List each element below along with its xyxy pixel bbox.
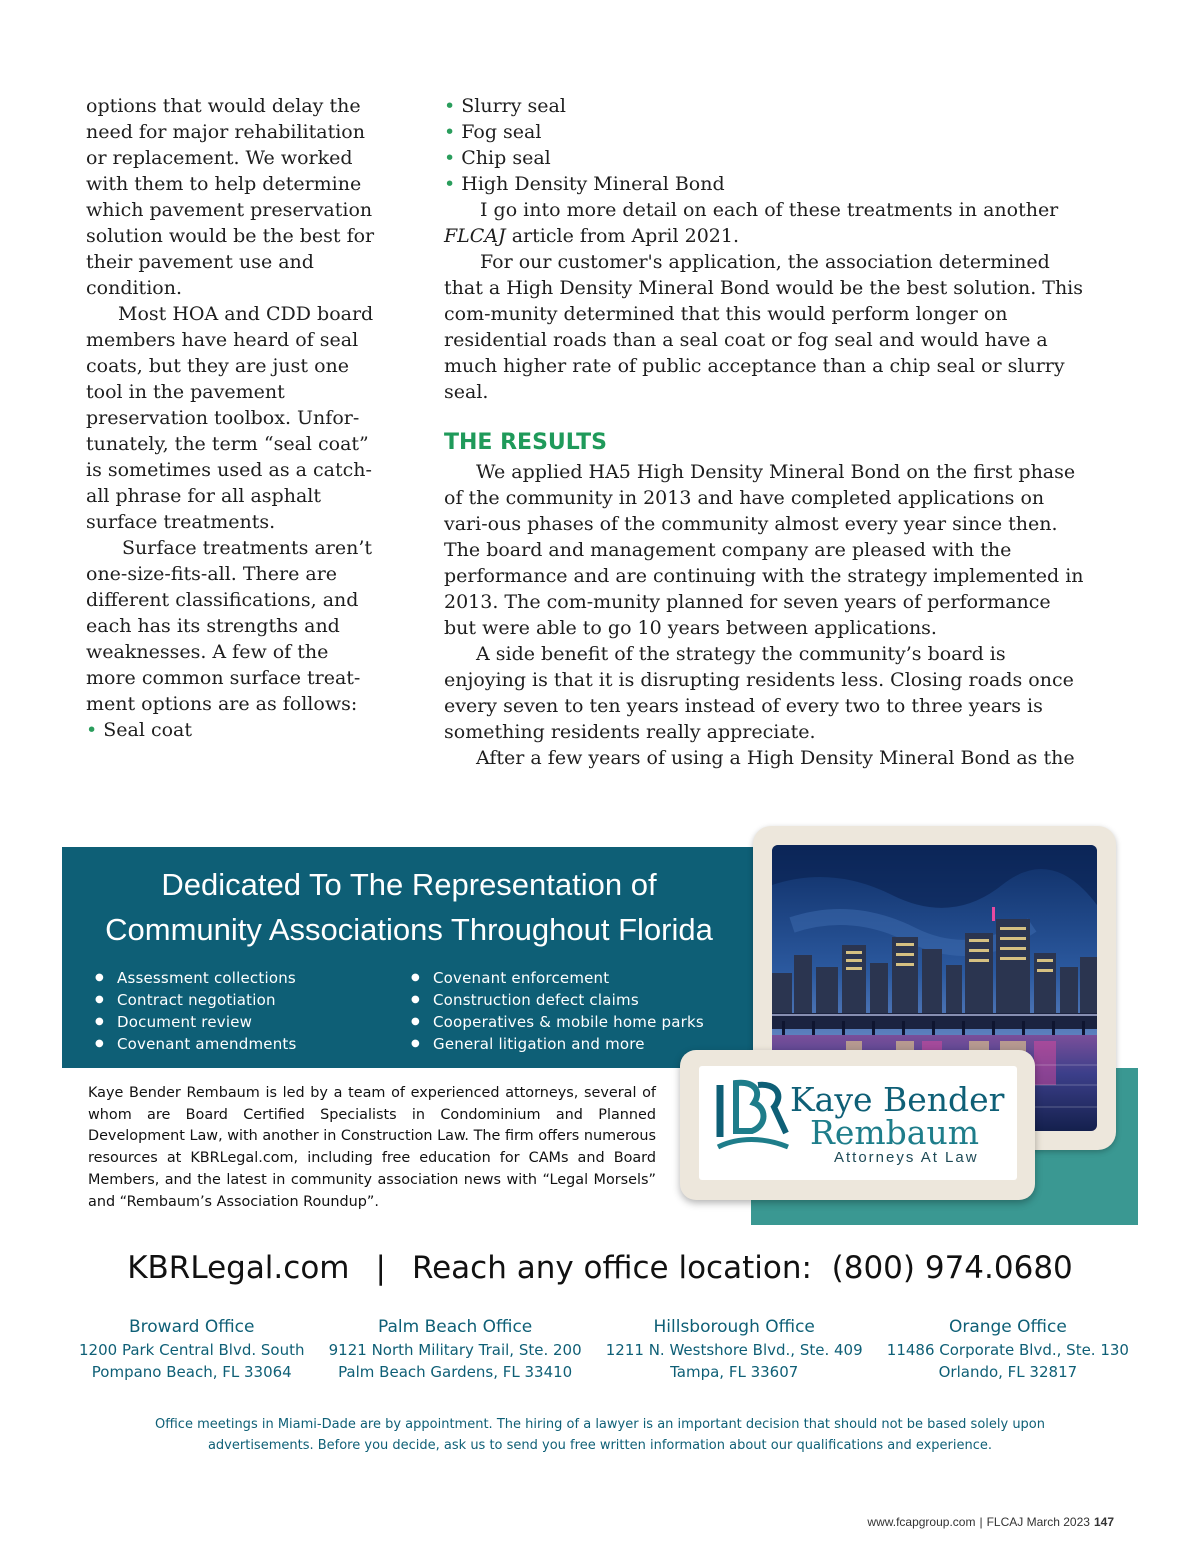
paragraph: I go into more detail on each of these treatments in another FLCAJ article from April 2021. bbox=[444, 199, 1059, 247]
ad-body-text: Kaye Bender Rembaum is led by a team of experienced attorneys, several of whom are Board Certified Specialists in Condominium and Planned Development Law, with another in Construction Law. The firm offers numerous resources at KBRLegal.com, including free education for CAMs and Board Members, and the latest in community association news with “Legal Morsels” and “Rembaum’s Association Roundup”. bbox=[88, 1085, 656, 1210]
list-item bbox=[444, 171, 1084, 197]
office-address: 1200 Park Central Blvd. South bbox=[79, 1341, 305, 1359]
paragraph: For our customer's application, the association determined that a High Density Mineral Bond would be the best solution. This com-munity determined that this would perform longer on residential roads than a seal coat or fog seal and would have a much higher rate of public acceptance than a chip seal or slurry seal. bbox=[444, 251, 1084, 403]
kbr-monogram-icon bbox=[714, 1077, 792, 1161]
office-address: 11486 Corporate Blvd., Ste. 130 bbox=[886, 1341, 1129, 1359]
ad-disclaimer: Office meetings in Miami-Dade are by appointment. The hiring of a lawyer is an important decision that should not be based solely upon advertisements. Before you decide, ask us to send you free written information about our qualifications and experience. bbox=[155, 1417, 1045, 1453]
list-item-text: Slurry seal bbox=[461, 95, 566, 117]
list-item-text: Seal coat bbox=[103, 719, 193, 741]
service-item: ● Construction defect claims bbox=[411, 989, 704, 1011]
footer-issue: FLCAJ March 2023 bbox=[986, 1515, 1090, 1529]
office-orange bbox=[887, 1315, 1129, 1383]
phone-number[interactable]: (800) 974.0680 bbox=[831, 1250, 1073, 1286]
logo-name-line2: Rembaum bbox=[810, 1113, 980, 1152]
bullet-list bbox=[444, 93, 1084, 197]
paragraph: options that would delay the need for major rehabilitation or replacement. We worked with them to help determine which pavement preservation solution would be the best for their pavement use and condition. bbox=[86, 95, 375, 299]
office-broward bbox=[79, 1315, 305, 1383]
list-item-text: High Density Mineral Bond bbox=[461, 173, 725, 195]
bullet-icon: • bbox=[444, 173, 456, 195]
services-list-left bbox=[95, 967, 297, 1055]
office-city: Orlando, FL 32817 bbox=[938, 1363, 1078, 1381]
office-address: 1211 N. Westshore Blvd., Ste. 409 bbox=[605, 1341, 863, 1359]
service-item: ● Assessment collections bbox=[95, 967, 297, 989]
logo-name-line1: Kaye Bender bbox=[790, 1080, 1005, 1119]
office-name: Orange Office bbox=[948, 1317, 1067, 1337]
list-item-text: Chip seal bbox=[461, 147, 551, 169]
footer-separator: | bbox=[979, 1515, 983, 1529]
service-item: ● Covenant amendments bbox=[95, 1033, 297, 1055]
list-item bbox=[444, 119, 1084, 145]
office-name: Palm Beach Office bbox=[377, 1317, 533, 1337]
paragraph: Most HOA and CDD board members have heard of seal coats, but they are just one tool in the pavement preservation toolbox. Unfor-tunately, the term “seal coat” is sometimes used as a catch-all phrase for all asphalt surface treatments. bbox=[86, 303, 374, 533]
paragraph: A side benefit of the strategy the community’s board is enjoying is that it is disrupting residents less. Closing roads once every seven to ten years instead of every two to three years is something residents really appreciate. bbox=[444, 643, 1074, 743]
paragraph: We applied HA5 High Density Mineral Bond on the first phase of the community in 2013 and have completed applications on vari-ous phases of the community almost every year since then. The board and management company are pleased with the performance and are continuing with the strategy implemented in 2013. The com-munity planned for seven years of performance but were able to go 10 years between applications. bbox=[444, 461, 1084, 639]
office-hillsborough bbox=[606, 1315, 863, 1383]
phone-label: Reach any office location: bbox=[411, 1250, 812, 1286]
list-item bbox=[444, 93, 1084, 119]
section-heading: THE RESULTS bbox=[444, 430, 608, 455]
service-item: ● Document review bbox=[95, 1011, 297, 1033]
page-footer bbox=[867, 1515, 1114, 1529]
office-palm-beach bbox=[329, 1315, 582, 1383]
article-left-column bbox=[86, 93, 376, 743]
paragraph: After a few years of using a High Density Mineral Bond as the bbox=[476, 747, 1075, 769]
services-list-right bbox=[411, 967, 704, 1055]
office-locations bbox=[79, 1315, 1129, 1383]
office-name: Hillsborough Office bbox=[653, 1317, 815, 1337]
office-city: Pompano Beach, FL 33064 bbox=[91, 1363, 292, 1381]
website-link[interactable]: KBRLegal.com bbox=[127, 1250, 350, 1286]
list-item-text: Fog seal bbox=[461, 121, 542, 143]
list-item bbox=[444, 145, 1084, 171]
office-city: Palm Beach Gardens, FL 33410 bbox=[338, 1363, 573, 1381]
contact-line bbox=[0, 1245, 1200, 1291]
bullet-list bbox=[86, 717, 376, 743]
service-item: ● Covenant enforcement bbox=[411, 967, 704, 989]
service-item: ● Contract negotiation bbox=[95, 989, 297, 1011]
service-item: ● General litigation and more bbox=[411, 1033, 704, 1055]
paragraph: Surface treatments aren’t one-size-fits-all. There are different classifications, and each has its strengths and weaknesses. A few of the more common surface treat-ment options are as follows: bbox=[86, 537, 373, 715]
office-city: Tampa, FL 33607 bbox=[670, 1363, 799, 1381]
footer-website[interactable]: www.fcapgroup.com bbox=[867, 1515, 976, 1529]
article-right-column bbox=[444, 93, 1084, 771]
bullet-icon: • bbox=[444, 95, 456, 117]
bullet-icon: • bbox=[444, 147, 456, 169]
bullet-icon: • bbox=[86, 719, 98, 741]
office-name: Broward Office bbox=[128, 1317, 255, 1337]
page-number: 147 bbox=[1093, 1515, 1114, 1529]
ad-headline: Dedicated To The Representation of Community Associations Throughout Florida bbox=[105, 867, 713, 947]
service-item: ● Cooperatives & mobile home parks bbox=[411, 1011, 704, 1033]
separator: | bbox=[375, 1250, 386, 1286]
bullet-icon: • bbox=[444, 121, 456, 143]
list-item bbox=[86, 717, 376, 743]
logo-tagline: Attorneys At Law bbox=[834, 1149, 979, 1166]
office-address: 9121 North Military Trail, Ste. 200 bbox=[328, 1341, 582, 1359]
publication-name: FLCAJ bbox=[444, 225, 506, 247]
